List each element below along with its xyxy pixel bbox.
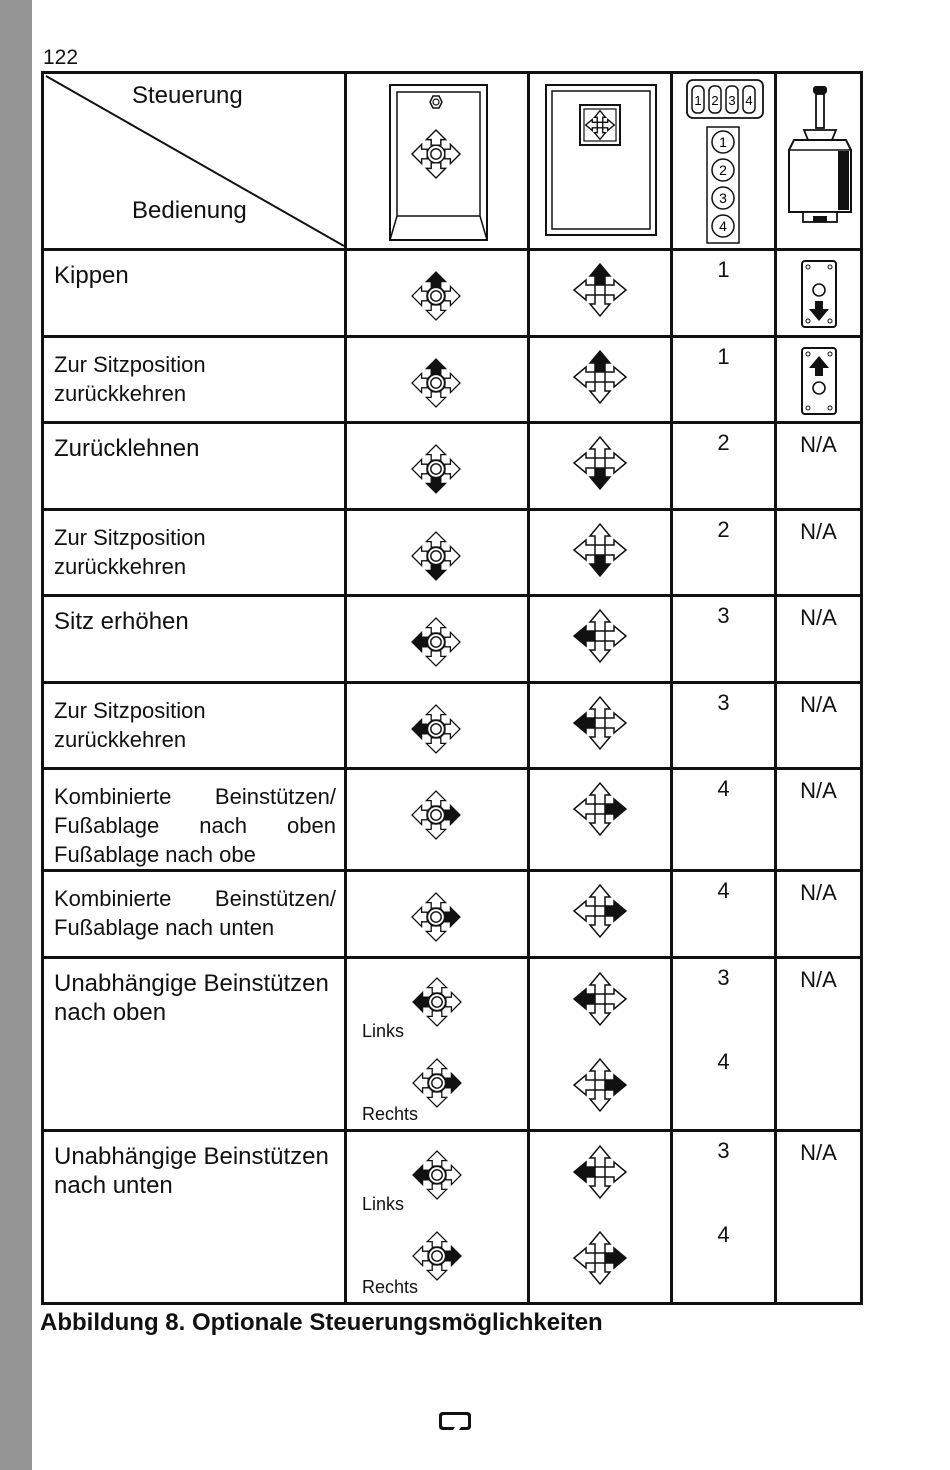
keypad-number-cell: [672, 1131, 776, 1304]
na-text: N/A: [800, 778, 837, 803]
na-cell: [776, 683, 862, 769]
cross-left-icon: [530, 1142, 673, 1204]
cross-cell: [529, 1131, 672, 1304]
na-cell: [776, 423, 862, 510]
cross-right-icon: [530, 880, 673, 944]
joystick-cell: [346, 1131, 529, 1304]
keypad-number-cell: [672, 596, 776, 683]
function-label: Kombinierte Beinstützen/ Fußablage nach unten: [54, 886, 336, 940]
left-label: Links: [362, 1194, 405, 1214]
side-bar: [0, 0, 32, 1470]
header-diagonal-cell: [43, 73, 346, 250]
cross-cell: [529, 871, 672, 958]
table-row: [43, 769, 862, 871]
joystick-cell: [346, 423, 529, 510]
cross-cell: [529, 337, 672, 423]
joystick-left-icon: [347, 687, 530, 767]
header-keypad: [672, 73, 776, 250]
table-row: [43, 423, 862, 510]
na-cell: [776, 871, 862, 958]
joystick-right-icon: [347, 773, 530, 853]
keypad-number-right: 4: [717, 1222, 730, 1247]
joystick-left-icon: [347, 600, 530, 680]
keypad-number-cell: [672, 683, 776, 769]
joystick-up-icon: [347, 341, 530, 421]
cross-right-icon: [530, 778, 673, 842]
joystick-cell: [346, 596, 529, 683]
joystick-left-icon: [392, 1134, 482, 1216]
keypad-key-label: 1: [694, 93, 702, 108]
toggle-down-icon: [777, 259, 863, 333]
left-label: Links: [362, 1021, 405, 1041]
na-text: N/A: [800, 605, 837, 630]
function-cell: [43, 337, 346, 423]
table-row: [43, 871, 862, 958]
page-number: 122: [43, 46, 79, 69]
cross-left-icon: [530, 605, 673, 669]
keypad-number-cell: [672, 871, 776, 958]
joystick-cell: [346, 958, 529, 1131]
cross-left-icon: [530, 969, 673, 1031]
function-cell: [43, 250, 346, 337]
keypad-number-cell: [672, 337, 776, 423]
keypad-number: 3: [717, 603, 730, 628]
joystick-cell: [346, 337, 529, 423]
keypad-key-label: 2: [711, 93, 719, 108]
header-joystick-panel: [346, 73, 529, 250]
toggle-cell: [776, 337, 862, 423]
keypad-icon: [673, 74, 777, 246]
brand-logo: [437, 1410, 473, 1432]
joystick-cell: [346, 769, 529, 871]
cross-right-icon: [530, 1055, 673, 1117]
na-text: N/A: [800, 519, 837, 544]
table-row: [43, 958, 862, 1131]
joystick-cell: [346, 250, 529, 337]
joystick-down-icon: [347, 514, 530, 594]
keypad-key-label: 3: [728, 93, 736, 108]
joystick-cell: [346, 871, 529, 958]
keypad-number: 3: [717, 690, 730, 715]
function-cell: [43, 596, 346, 683]
joystick-cell: [346, 683, 529, 769]
function-cell: [43, 871, 346, 958]
joystick-cell: [346, 510, 529, 596]
keypad-number-cell: [672, 958, 776, 1131]
control-table: [41, 71, 863, 1305]
na-text: N/A: [800, 432, 837, 457]
header-steuerung: Steuerung: [132, 82, 243, 109]
keypad-number: 4: [717, 776, 730, 801]
na-cell: [776, 958, 862, 1131]
cross-cell: [529, 596, 672, 683]
cross-panel-icon: [530, 74, 673, 246]
keypad-number-cell: [672, 250, 776, 337]
table-row: [43, 250, 862, 337]
function-label: Zurücklehnen: [54, 435, 200, 462]
keypad-number-left: 3: [717, 1138, 730, 1163]
header-row: [43, 73, 862, 250]
table-row: [43, 1131, 862, 1304]
cross-cell: [529, 510, 672, 596]
na-cell: [776, 1131, 862, 1304]
keypad-number-cell: [672, 510, 776, 596]
table-row: [43, 596, 862, 683]
cross-down-icon: [530, 432, 673, 496]
function-cell: [43, 423, 346, 510]
keypad-button-label: 3: [719, 190, 727, 206]
cross-cell: [529, 769, 672, 871]
function-label: Zur Sitzposition zurückkehren: [54, 352, 206, 406]
na-text: N/A: [800, 1140, 837, 1165]
function-label: Kippen: [54, 262, 129, 289]
header-bedienung: Bedienung: [132, 197, 247, 224]
keypad-number: 2: [717, 517, 730, 542]
cross-left-icon: [530, 692, 673, 756]
keypad-number-right: 4: [717, 1049, 730, 1074]
keypad-number-cell: [672, 423, 776, 510]
na-text: N/A: [800, 692, 837, 717]
keypad-number-cell: [672, 769, 776, 871]
table-row: [43, 683, 862, 769]
toggle-switch-icon: [777, 74, 863, 246]
function-label: Unabhängige Beinstützen nach oben: [54, 970, 329, 1026]
function-label: Kombinierte Beinstützen/ Fußablage nach oben Fußablage nach obe: [54, 784, 336, 867]
na-cell: [776, 596, 862, 683]
table-row: [43, 337, 862, 423]
joystick-right-icon: [347, 875, 530, 955]
function-label: Sitz erhöhen: [54, 608, 189, 635]
function-cell: [43, 683, 346, 769]
function-cell: [43, 1131, 346, 1304]
toggle-cell: [776, 250, 862, 337]
joystick-panel-icon: [347, 74, 530, 246]
keypad-button-label: 4: [719, 218, 727, 234]
cross-cell: [529, 250, 672, 337]
function-cell: [43, 510, 346, 596]
na-cell: [776, 510, 862, 596]
function-label: Zur Sitzposition zurückkehren: [54, 698, 206, 752]
keypad-number: 4: [717, 878, 730, 903]
cross-down-icon: [530, 519, 673, 583]
cross-cell: [529, 683, 672, 769]
joystick-left-icon: [392, 961, 482, 1043]
cross-right-icon: [530, 1228, 673, 1290]
na-text: N/A: [800, 967, 837, 992]
na-cell: [776, 769, 862, 871]
keypad-button-label: 1: [719, 134, 727, 150]
keypad-key-label: 4: [745, 93, 753, 108]
figure-caption: Abbildung 8. Optionale Steuerungsmöglichkeiten: [40, 1309, 603, 1336]
toggle-up-icon: [777, 346, 863, 420]
na-text: N/A: [800, 880, 837, 905]
table-row: [43, 510, 862, 596]
function-label: Zur Sitzposition zurückkehren: [54, 525, 206, 579]
cross-cell: [529, 423, 672, 510]
cross-up-icon: [530, 259, 673, 323]
keypad-button-label: 2: [719, 162, 727, 178]
keypad-number: 1: [717, 344, 730, 369]
keypad-number: 2: [717, 430, 730, 455]
cross-cell: [529, 958, 672, 1131]
joystick-down-icon: [347, 427, 530, 507]
function-label: Unabhängige Beinstützen nach unten: [54, 1143, 329, 1199]
cross-up-icon: [530, 346, 673, 410]
right-label: Rechts: [362, 1104, 419, 1124]
header-toggle-switch: [776, 73, 862, 250]
joystick-up-icon: [347, 254, 530, 334]
header-cross-panel: [529, 73, 672, 250]
function-cell: [43, 769, 346, 871]
function-cell: [43, 958, 346, 1131]
right-label: Rechts: [362, 1277, 419, 1297]
keypad-number: 1: [717, 257, 730, 282]
keypad-number-left: 3: [717, 965, 730, 990]
